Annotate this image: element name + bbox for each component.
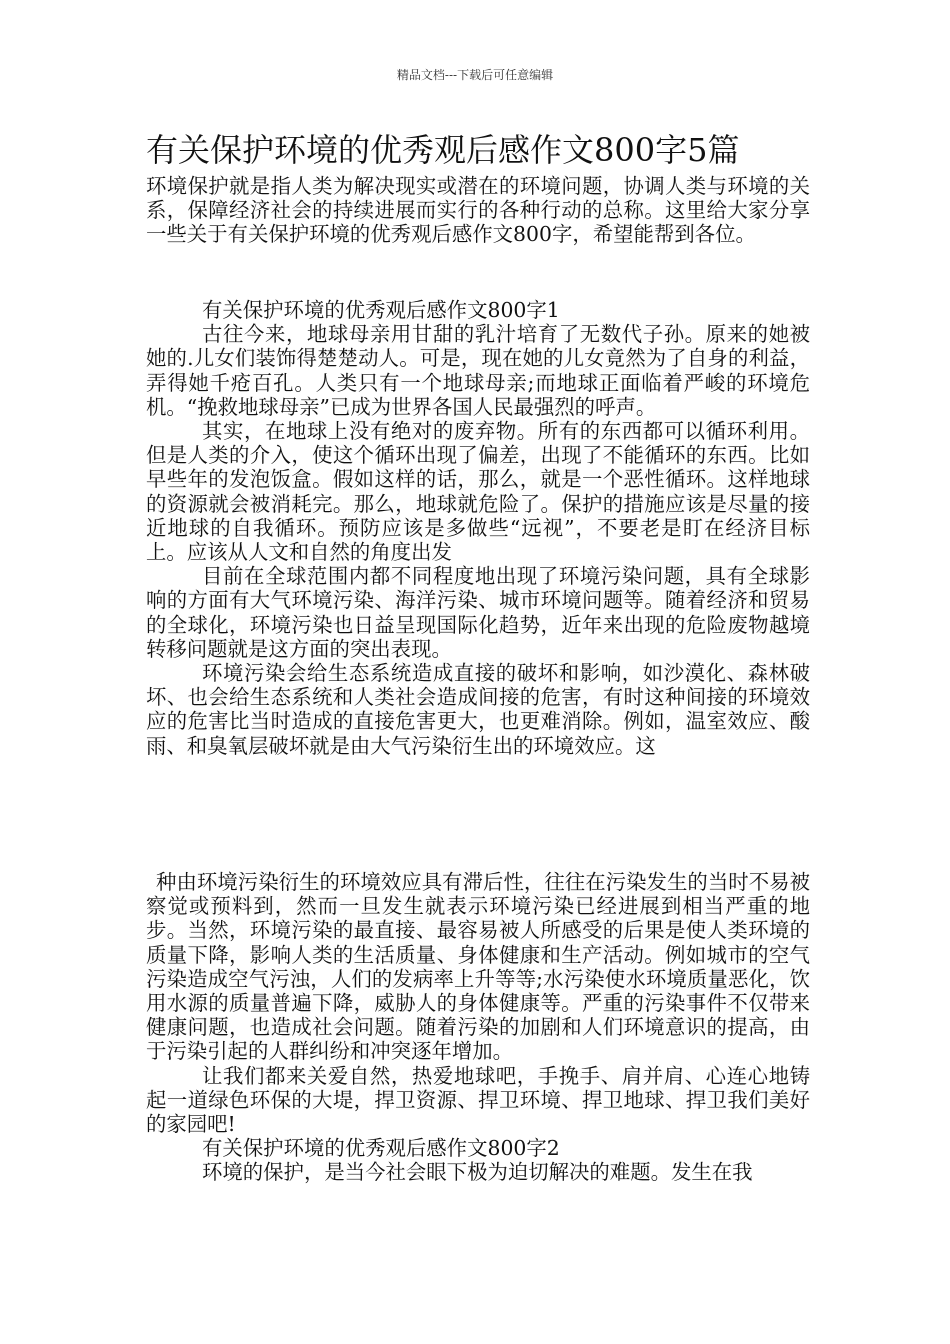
- section-1-paragraph-1: 古往今来，地球母亲用甘甜的乳汁培育了无数代子孙。原来的她被她的.儿女们装饰得楚楚动人。可是，现在她的儿女竟然为了自身的利益，弄得她千疮百孔。人类只有一个地球母亲;而地球正面临着严峻的环境危机。“挽救地球母亲”已成为世界各国人民最强烈的呼声。: [146, 322, 810, 419]
- section-2-heading: 有关保护环境的优秀观后感作文800字2: [202, 1136, 560, 1161]
- section-1-paragraph-4: 环境污染会给生态系统造成直接的破坏和影响，如沙漠化、森林破坏、也会给生态系统和人类社会造成间接的危害，有时这种间接的环境效应的危害比当时造成的直接危害更大，也更难消除。例如，温室效应、酸雨、和臭氧层破坏就是由大气污染衍生出的环境效应。这: [146, 661, 810, 758]
- section-1: [146, 298, 810, 758]
- section-1-heading: 有关保护环境的优秀观后感作文800字1: [202, 298, 560, 322]
- intro-paragraph: 环境保护就是指人类为解决现实或潜在的环境问题，协调人类与环境的关系，保障经济社会的持续进展而实行的各种行动的总称。这里给大家分享一些关于有关保护环境的优秀观后感作文800字，希望能帮到各位。: [146, 174, 810, 247]
- page-header-note: 精品文档---下载后可任意编辑: [396, 68, 554, 82]
- section-1-continued: [146, 870, 810, 1185]
- document-title: 有关保护环境的优秀观后感作文800字5篇: [146, 131, 740, 169]
- section-1-paragraph-2: 其实，在地球上没有绝对的废弃物。所有的东西都可以循环利用。但是人类的介入，使这个循环出现了偏差，出现了不能循环的东西。比如早些年的发泡饭盒。假如这样的话，那么，就是一个恶性循环。这样地球的资源就会被消耗完。那么，地球就危险了。保护的措施应该是尽量的接近地球的自我循环。预防应该是多做些“远视”，不要老是盯在经济目标上。应该从人文和自然的角度出发: [146, 419, 810, 565]
- section-1-continuation: 种由环境污染衍生的环境效应具有滞后性，往往在污染发生的当时不易被察觉或预料到，然而一旦发生就表示环境污染已经进展到相当严重的地步。当然，环境污染的最直接、最容易被人所感受的后果是使人类环境的质量下降，影响人类的生活质量、身体健康和生产活动。例如城市的空气污染造成空气污浊，人们的发病率上升等等;水污染使水环境质量恶化，饮用水源的质量普遍下降，威胁人的身体健康等。严重的污染事件不仅带来健康问题，也造成社会问题。随着污染的加剧和人们环境意识的提高，由于污染引起的人群纠纷和冲突逐年增加。: [146, 870, 810, 1064]
- section-1-paragraph-3: 目前在全球范围内都不同程度地出现了环境污染问题，具有全球影响的方面有大气环境污染、海洋污染、城市环境问题等。随着经济和贸易的全球化，环境污染也日益呈现国际化趋势，近年来出现的危险废物越境转移问题就是这方面的突出表现。: [146, 564, 810, 661]
- section-1-closing: 让我们都来关爱自然，热爱地球吧，手挽手、肩并肩、心连心地铸起一道绿色环保的大堤，捍卫资源、捍卫环境、捍卫地球、捍卫我们美好的家园吧!: [146, 1063, 810, 1137]
- intro-block: [146, 174, 810, 247]
- section-2-first-line: 环境的保护，是当今社会眼下极为迫切解决的难题。发生在我: [202, 1160, 753, 1185]
